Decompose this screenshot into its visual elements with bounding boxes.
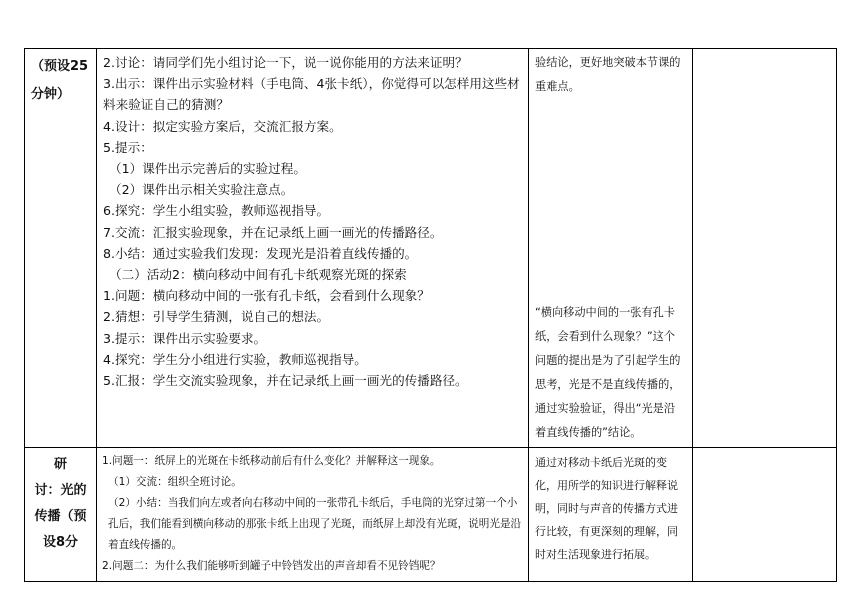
process-line: 3.出示：课件出示实验材料（手电筒、4张卡纸），你觉得可以怎样用这些材料来验证自己的猜测？	[103, 76, 520, 113]
blank-space	[535, 99, 686, 301]
intent-text: 验结论，更好地突破本节课的重难点。	[535, 56, 681, 93]
process-line: 1.问题：横向移动中间的一张有孔卡纸，会看到什么现象？	[103, 288, 430, 304]
table-row	[25, 49, 837, 448]
stage-label-line: 传播（预	[34, 509, 87, 524]
process-line: 6.探究：学生小组实验，教师巡视指导。	[103, 203, 330, 219]
process-line: 7.交流：汇报实验现象，并在记录纸上画一画光的传播路径。	[103, 224, 443, 240]
stage-label-line: （预设25	[31, 59, 89, 74]
process-line: 8.小结：通过实验我们发现：发现光是沿着直线传播的。	[103, 245, 418, 261]
teaching-process-cell	[97, 49, 529, 448]
lesson-plan-table	[24, 48, 837, 582]
stage-label-line: 研	[53, 457, 67, 472]
notes-cell	[693, 448, 837, 582]
intent-text: “横向移动中间的一张有孔卡纸，会看到什么现象？”这个问题的提出是为了引起学生的思考，光是不是直线传播的，通过实验验证，得出“光是沿着直线传播的”结论。	[535, 306, 681, 439]
process-line: 4.设计：拟定实验方案后，交流汇报方案。	[103, 118, 342, 134]
process-line: 2.问题二：为什么我们能够听到罐子中铃铛发出的声音却看不见铃铛呢？	[102, 560, 441, 572]
design-intent-cell	[529, 49, 693, 448]
intent-text: 通过对移动卡纸后光斑的变化，用所学的知识进行解释说明，同时与声音的传播方式进行比较，有更深刻的理解，同时对生活现象进行拓展。	[535, 456, 678, 561]
process-line: 1.问题一：纸屏上的光斑在卡纸移动前后有什么变化？并解释这一现象。	[102, 455, 441, 467]
stage-cell	[25, 448, 97, 582]
stage-cell	[25, 49, 97, 448]
process-line: （1）交流：组织全班讨论。	[108, 476, 242, 488]
process-line: （1）课件出示完善后的实验过程。	[109, 161, 306, 177]
process-line: 5.汇报：学生交流实验现象，并在记录纸上画一画光的传播路径。	[103, 373, 468, 389]
notes-cell	[693, 49, 837, 448]
stage-label-line: 分钟）	[31, 87, 71, 102]
process-line: 5.提示：	[103, 139, 153, 155]
process-line: 2.猜想：引导学生猜测，说自己的想法。	[103, 309, 330, 325]
process-line: 3.提示：课件出示实验要求。	[103, 330, 267, 346]
process-line: 4.探究：学生分小组进行实验，教师巡视指导。	[103, 351, 367, 367]
design-intent-cell	[529, 448, 693, 582]
activity-heading: （二）活动2：横向移动中间有孔卡纸观察光斑的探索	[109, 267, 407, 283]
teaching-process-cell	[97, 448, 529, 582]
process-line: （2）小结：当我们向左或者向右移动中间的一张带孔卡纸后，手电筒的光穿过第一个小孔后，我们能看到横向移动的那张卡纸上出现了光斑，而纸屏上却没有光斑，说明光是沿着直线传播的。	[108, 497, 522, 551]
stage-label-line: 设8分	[42, 535, 79, 550]
process-line: （2）课件出示相关实验注意点。	[109, 182, 294, 198]
table-row	[25, 448, 837, 582]
process-line: 2.讨论：请同学们先小组讨论一下，说一说你能用的方法来证明？	[103, 55, 468, 70]
stage-label-line: 讨：光的	[34, 483, 87, 498]
